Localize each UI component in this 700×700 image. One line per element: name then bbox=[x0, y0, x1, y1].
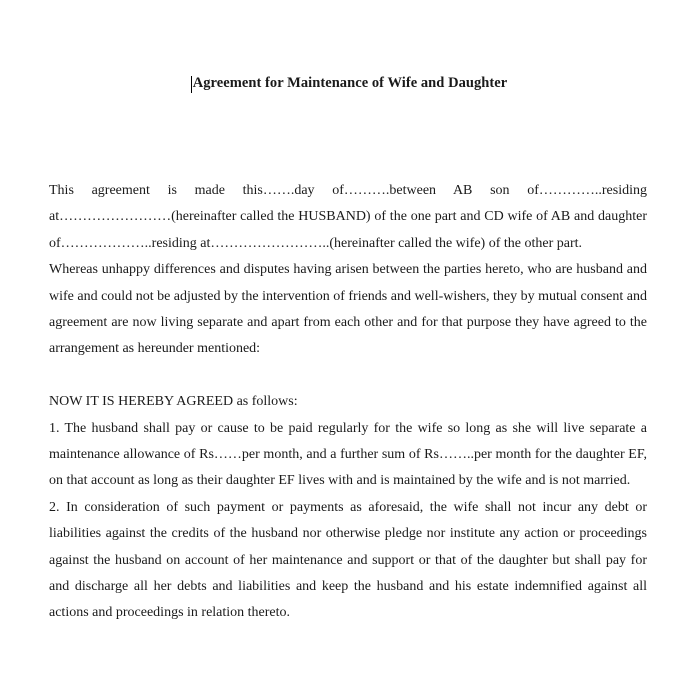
blank-line bbox=[49, 363, 647, 389]
text-cursor bbox=[191, 76, 192, 93]
paragraph-clause-2: 2. In consideration of such payment or payments as aforesaid, the wife shall not incur any debt or liabilities against the credits of the husband nor otherwise pledge nor institute any action or proceedings against the husband on account of her maintenance and support or that of the daughter but shall pay for and discharge all her debts and liabilities and keep the husband and his estate indemnified against all actions and proceedings in relation thereto. bbox=[49, 499, 647, 621]
page-cutoff bbox=[0, 664, 700, 700]
paragraph-clause-1: 1. The husband shall pay or cause to be paid regularly for the wife so long as she will live separate a maintenance allowance of Rs……per month, and a further sum of Rs……..per month for the daughter EF, on that account as long as their daughter EF lives with and is maintained by the wife and is not married. bbox=[49, 420, 647, 489]
paragraph-agreed-heading: NOW IT IS HEREBY AGREED as follows: bbox=[49, 394, 298, 410]
document-title[interactable] bbox=[193, 75, 508, 92]
paragraph-intro: This agreement is made this…….day of……….between AB son of…………..residing at……………………(hereinafter called the HUSBAND) of the one part and CD wife of AB and daughter of………………..residing at……………………..(hereinafter called the wife) of the other part. bbox=[49, 183, 647, 251]
document-title-text: Agreement for Maintenance of Wife and Daughter bbox=[192, 75, 508, 91]
document-body[interactable] bbox=[49, 178, 647, 627]
title-container bbox=[0, 74, 700, 92]
paragraph-whereas: Whereas unhappy differences and disputes having arisen between the parties hereto, who are husband and wife and could not be adjusted by the intervention of friends and well-wishers, they by mutual consent and agreement are now living separate and apart from each other and for that purpose they have agreed to the arrangement as hereunder mentioned: bbox=[49, 262, 647, 357]
